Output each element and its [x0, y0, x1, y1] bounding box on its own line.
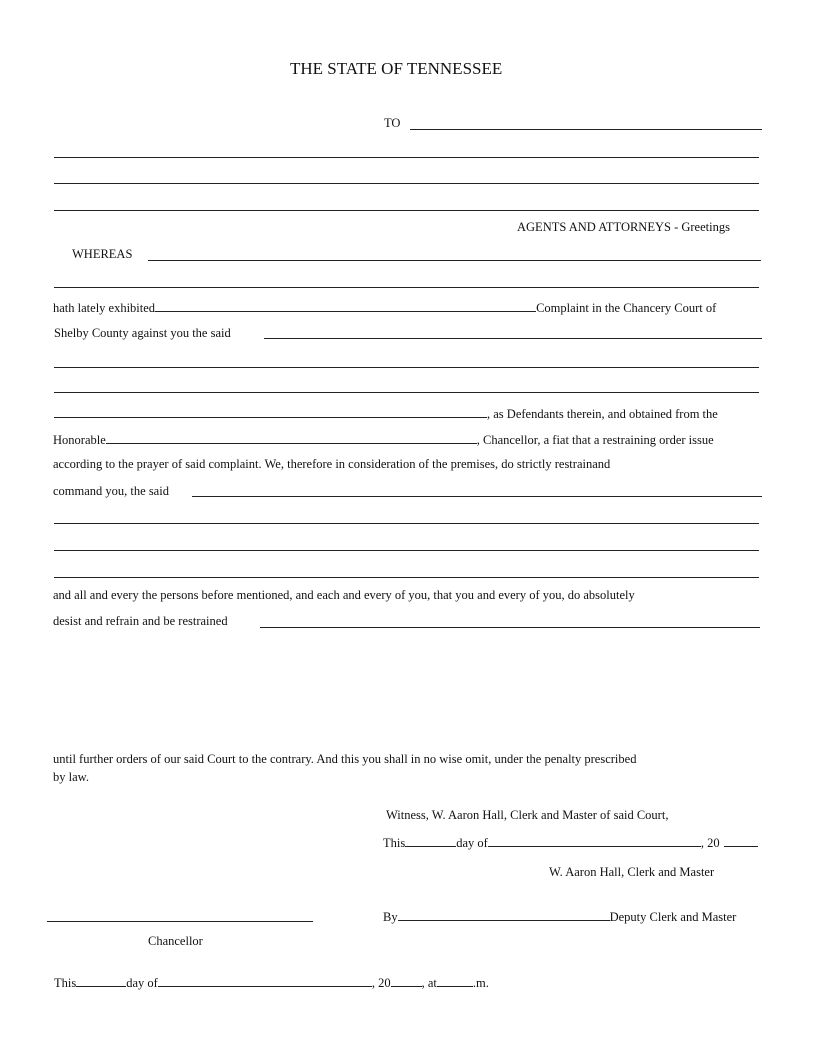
footer-date-line	[54, 974, 489, 991]
clerk-day-blank[interactable]	[405, 834, 456, 847]
defendants-therein-text: , as Defendants therein, and obtained from the	[487, 407, 718, 421]
footer-month-blank[interactable]	[158, 974, 372, 987]
clerk-this-text: This	[383, 836, 406, 850]
deputy-line	[383, 908, 736, 925]
by-label: By	[383, 910, 398, 924]
clerk-year-blank[interactable]	[724, 834, 758, 847]
chancellor-name-blank[interactable]	[106, 431, 477, 444]
deputy-signature-blank[interactable]	[398, 908, 610, 921]
footer-at-text: , at	[421, 976, 437, 990]
footer-year-prefix: , 20	[371, 976, 391, 990]
whereas-label: WHEREAS	[72, 247, 133, 261]
greeting-text: AGENTS AND ATTORNEYS - Greetings	[517, 220, 730, 234]
command-text: command you, the said	[53, 484, 169, 498]
hath-lately-line	[53, 299, 716, 316]
clerk-day-of-text: day of	[456, 836, 488, 850]
defendants-line-2[interactable]	[54, 367, 759, 368]
address-line-2[interactable]	[54, 183, 759, 184]
honorable-label: Honorable	[53, 433, 106, 447]
until-text: until further orders of our said Court to the contrary. And this you shall in no wise omit, under the penalty prescribed	[53, 752, 637, 766]
clerk-month-blank[interactable]	[488, 834, 701, 847]
footer-day-blank[interactable]	[76, 974, 126, 987]
command-line-4[interactable]	[54, 577, 759, 578]
address-line-1[interactable]	[54, 157, 759, 158]
defendants-line-3[interactable]	[54, 392, 759, 393]
clerk-name-text: W. Aaron Hall, Clerk and Master	[549, 865, 715, 879]
command-line-3[interactable]	[54, 550, 759, 551]
desist-field[interactable]	[260, 627, 760, 628]
to-label: TO	[384, 116, 401, 130]
footer-time-blank[interactable]	[437, 974, 473, 987]
all-persons-text: and all and every the persons before mentioned, and each and every of you, that you and every of you, do absolutely	[53, 588, 635, 602]
chancellor-signature-line[interactable]	[47, 921, 313, 922]
defendants-field[interactable]	[264, 338, 762, 339]
defendants-blank[interactable]	[54, 405, 487, 418]
chancellor-fiat-text: , Chancellor, a fiat that a restraining order issue	[476, 433, 714, 447]
command-line-2[interactable]	[54, 523, 759, 524]
deputy-label: Deputy Clerk and Master	[609, 910, 737, 924]
clerk-date-line	[383, 834, 758, 851]
desist-text: desist and refrain and be restrained	[53, 614, 228, 628]
whereas-line-2[interactable]	[54, 287, 759, 288]
by-law-text: by law.	[53, 770, 89, 784]
defendants-therein-line	[54, 405, 718, 422]
plaintiff-blank[interactable]	[155, 299, 536, 312]
prayer-text: according to the prayer of said complaint. We, therefore in consideration of the premises, do strictly restrainand	[53, 457, 611, 471]
page-title: THE STATE OF TENNESSEE	[290, 59, 503, 78]
clerk-year-prefix: , 20	[700, 836, 720, 850]
witness-text: Witness, W. Aaron Hall, Clerk and Master of said Court,	[386, 808, 669, 822]
footer-this-text: This	[54, 976, 77, 990]
hath-lately-exhibited-text: hath lately exhibited	[53, 301, 156, 315]
shelby-county-text: Shelby County against you the said	[54, 326, 231, 340]
address-line-3[interactable]	[54, 210, 759, 211]
complaint-text: Complaint in the Chancery Court of	[536, 301, 717, 315]
whereas-field[interactable]	[148, 260, 761, 261]
footer-year-blank[interactable]	[391, 974, 422, 987]
chancellor-label: Chancellor	[148, 934, 203, 948]
to-field[interactable]	[410, 129, 762, 130]
footer-day-of-text: day of	[126, 976, 158, 990]
command-field[interactable]	[192, 496, 762, 497]
footer-m-text: .m.	[472, 976, 489, 990]
honorable-line	[53, 431, 714, 448]
